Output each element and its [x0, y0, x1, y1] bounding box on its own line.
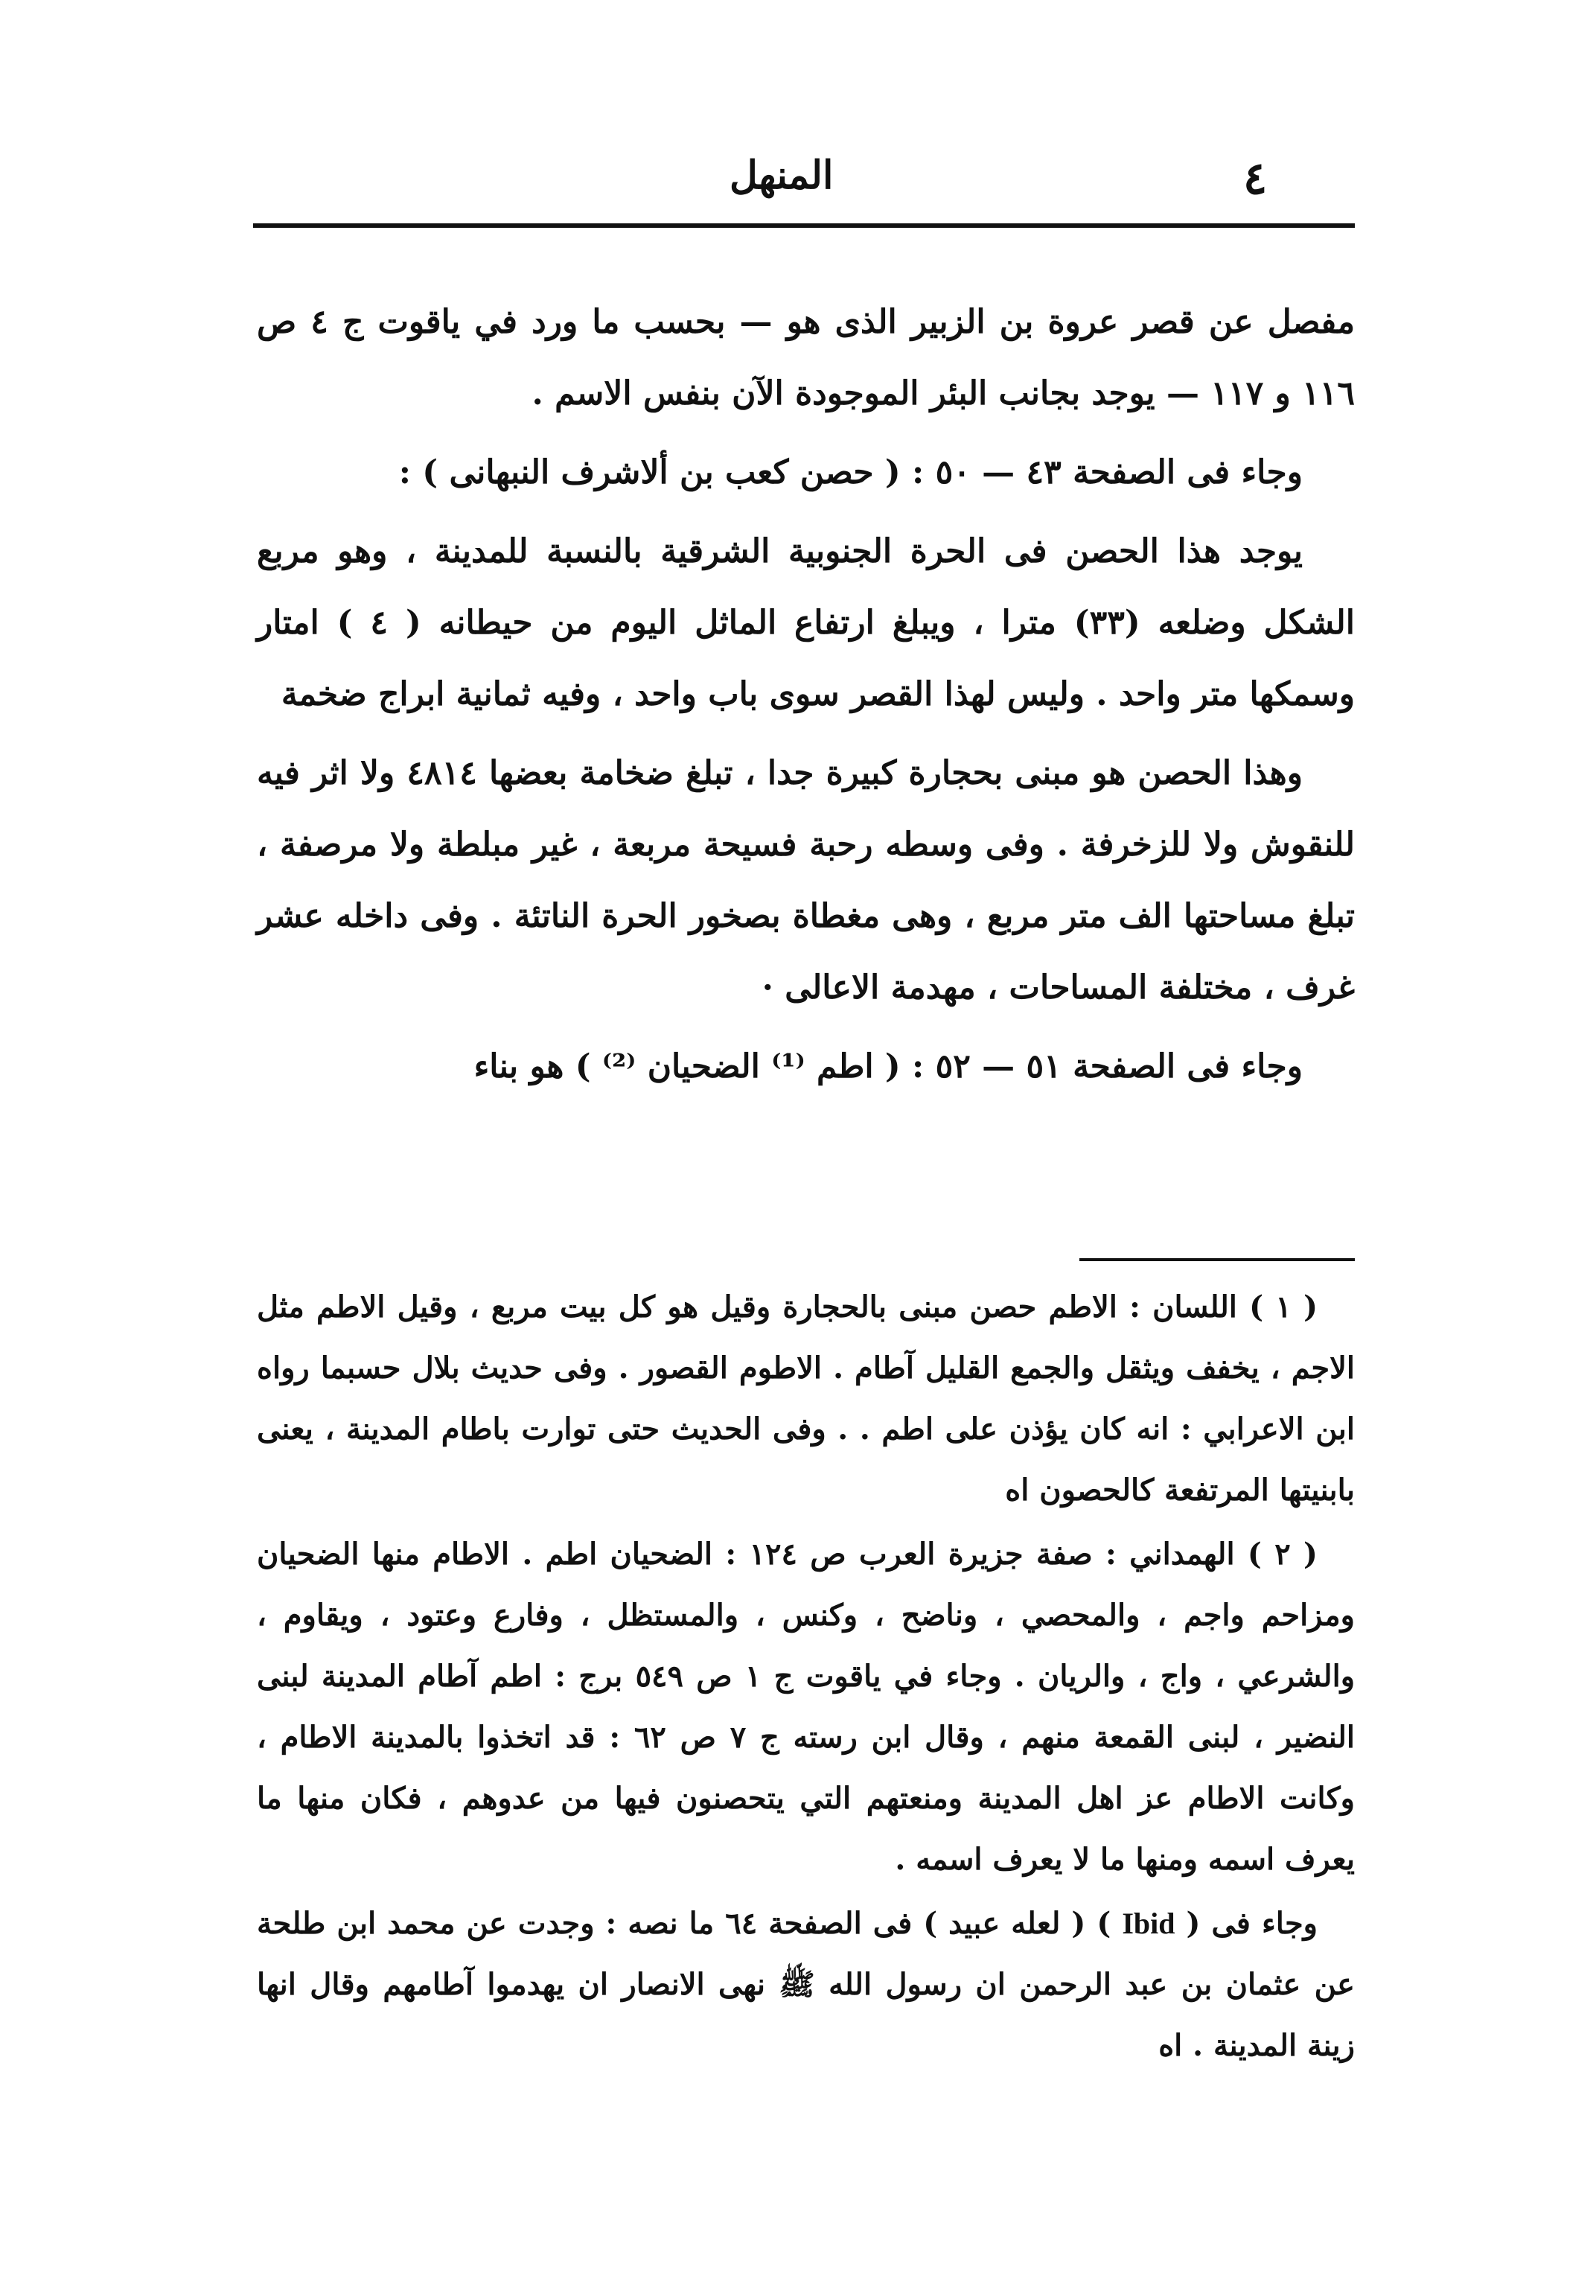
running-title: المنهل — [730, 153, 834, 198]
footnotes — [257, 1277, 1355, 2079]
footnote-3 — [257, 1893, 1355, 2076]
paragraph-4: وهذا الحصن هو مبنى بحجارة كبيرة جدا ، تبلغ ضخامة بعضها ٤٨١٤ ولا اثر فيه للنقوش ولا للزخرفة . وفى وسطه رحبة فسيحة مربعة ، غير مبلطة ولا مرصفة ، تبلغ مساحتها الف متر مربع ، وهى مغطاة بصخور الحرة الناتئة . وفى داخله عشر غرف ، مختلفة المساحات ، مهدمة الاعالى · — [257, 754, 1355, 1007]
footnote-1: ( ١ ) اللسان : الاطم حصن مبنى بالحجارة وقيل هو كل بيت مربع ، وقيل الاطم مثل الاجم ، يخفف ويثقل والجمع القليل آطام . الاطوم القصور . وفى حديث بلال حسبما رواه ابن الاعرابي : انه كان يؤذن على اطم . . وفى الحديث حتى توارت باطام المدينة ، يعنى بابنيتها المرتفعة كالحصون اه — [257, 1289, 1355, 1508]
page-number: ٤ — [1243, 153, 1268, 205]
footnote-3-start: وجاء فى ( — [1186, 1906, 1318, 1941]
paragraph-3: يوجد هذا الحصن فى الحرة الجنوبية الشرقية بالنسبة للمدينة ، وهو مربع الشكل وضلعه (٣٣) مترا ، ويبلغ ارتفاع الماثل اليوم من حيطانه ( ٤ ) امتار وسمكها متر واحد . وليس لهذا القصر سوى باب واحد ، وفيه ثمانية ابراج ضخمة — [257, 532, 1356, 713]
footnote-3-rest: ) ( لعله عبيد ) فى الصفحة ٦٤ ما نصه : وجدت عن محمد ابن طلحة عن عثمان بن عبد الرحمن ان رسول الله ﷺ نهى الانصار ان يهدموا آطامهم وقال انها زينة المدينة . اه — [257, 1906, 1355, 2063]
paragraph-5: وجاء فى الصفحة ٥١ — ٥٢ : ( اطم ⁽¹⁾ الضحيان ⁽²⁾ ) هو بناء — [473, 1047, 1303, 1085]
header-rule — [253, 223, 1355, 228]
page-header — [253, 141, 1355, 223]
main-text — [257, 287, 1355, 1110]
footnote-separator — [1079, 1258, 1355, 1261]
footnote-3-latin: Ibid — [1122, 1907, 1175, 1940]
paragraph-2: وجاء فى الصفحة ٤٣ — ٥٠ : ( حصن كعب بن ألاشرف النبهانى ) : — [398, 453, 1303, 491]
footnote-2: ( ٢ ) الهمداني : صفة جزيرة العرب ص ١٢٤ : الضحيان اطم . الاطام منها الضحيان ومزاحم واجم ، والمحصي ، وناضح ، وكنس ، والمستظل ، وفارع وعتود ، ويقاوم ، والشرعي ، واج ، والريان . وجاء في ياقوت ج ١ ص ٥٤٩ برج : اطم آطام المدينة لبنى النضير ، لبنى القمعة منهم ، وقال ابن رسته ج ٧ ص ٦٢ : قد اتخذوا بالمدينة الاطام ، وكانت الاطام عز اهل المدينة ومنعتهم التي يتحصنون فيها من عدوهم ، فكان منها ما يعرف اسمه ومنها ما لا يعرف اسمه . — [257, 1537, 1356, 1877]
paragraph-1: مفصل عن قصر عروة بن الزبير الذى هو — بحسب ما ورد في ياقوت ج ٤ ص ١١٦ و ١١٧ — يوجد بجانب البئر الموجودة الآن بنفس الاسم . — [257, 303, 1356, 412]
